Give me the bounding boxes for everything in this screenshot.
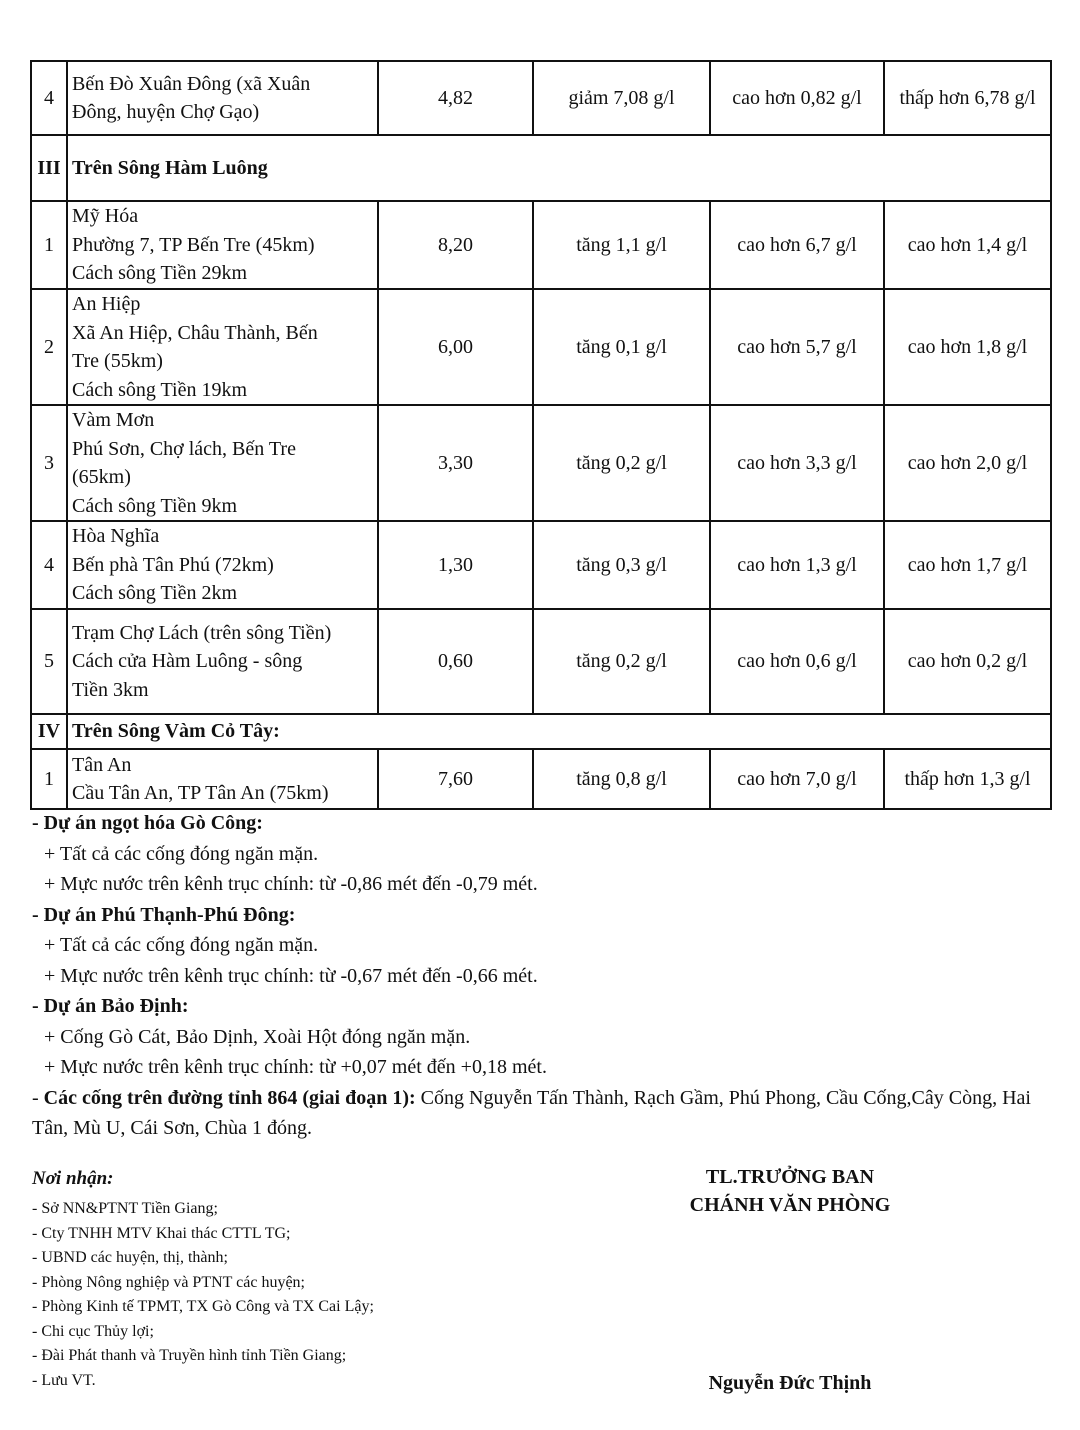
row-index: 3 (31, 405, 67, 521)
location-cell (67, 201, 378, 289)
section-row (31, 714, 1051, 749)
location-line: Trạm Chợ Lách (trên sông Tiền) (72, 621, 332, 644)
comparison-2: thấp hơn 6,78 g/l (884, 61, 1051, 135)
salinity-change: tăng 0,8 g/l (533, 749, 710, 809)
location-line: Cách sông Tiền 9km (72, 494, 238, 517)
comparison-1: cao hơn 5,7 g/l (710, 289, 884, 405)
row-index: III (31, 135, 67, 201)
road-864-heading: Các cống trên đường tỉnh 864 (giai đoạn 1): (43, 1086, 416, 1109)
location-line: Hòa Nghĩa (72, 525, 160, 548)
table-row (31, 405, 1051, 521)
comparison-2: cao hơn 0,2 g/l (884, 609, 1051, 714)
location-line: Xã An Hiệp, Châu Thành, Bến (72, 321, 318, 344)
row-index: 1 (31, 201, 67, 289)
salinity-value: 6,00 (378, 289, 533, 405)
salinity-value: 1,30 (378, 521, 533, 609)
recipient-item: - Lưu VT. (32, 1371, 96, 1389)
recipient-item: - Phòng Kinh tế TPMT, TX Gò Công và TX Cai Lậy; (32, 1298, 374, 1315)
comparison-2: thấp hơn 1,3 g/l (884, 749, 1051, 809)
salinity-value: 3,30 (378, 405, 533, 521)
location-line: An Hiệp (72, 293, 141, 315)
location-cell (67, 61, 378, 135)
salinity-change: tăng 1,1 g/l (533, 201, 710, 289)
row-index: 2 (31, 289, 67, 405)
go-cong-line: + Mực nước trên kênh trục chính: từ -0,86 mét đến -0,79 mét. (44, 873, 538, 895)
comparison-1: cao hơn 0,6 g/l (710, 609, 884, 714)
section-row (31, 135, 1051, 201)
row-index: 4 (31, 521, 67, 609)
location-line: Tiền 3km (72, 678, 149, 701)
salinity-change: tăng 0,1 g/l (533, 289, 710, 405)
location-cell (67, 289, 378, 405)
location-line: Cách cửa Hàm Luông - sông (72, 650, 303, 673)
location-line: Cách sông Tiền 2km (72, 582, 238, 605)
comparison-2: cao hơn 1,7 g/l (884, 521, 1051, 609)
signature-title-1: TL.TRƯỞNG BAN (705, 1166, 875, 1188)
bao-dinh-section (32, 991, 1042, 1083)
comparison-1: cao hơn 7,0 g/l (710, 749, 884, 809)
location-line: Cách sông Tiền 29km (72, 262, 248, 285)
table-row (31, 61, 1051, 135)
bao-dinh-heading: - Dự án Bảo Định: (32, 995, 189, 1017)
recipient-item: - Cty TNHH MTV Khai thác CTTL TG; (32, 1224, 291, 1242)
road-864-prefix: - (32, 1086, 44, 1109)
location-line: Vàm Mơn (72, 409, 155, 431)
signature-title-2: CHÁNH VĂN PHÒNG (689, 1194, 891, 1216)
comparison-2: cao hơn 2,0 g/l (884, 405, 1051, 521)
recipient-item: - UBND các huyện, thị, thành; (32, 1249, 228, 1266)
recipient-item: - Chi cục Thủy lợi; (32, 1322, 154, 1340)
location-line: Bến Đò Xuân Đông (xã Xuân (72, 72, 311, 95)
row-index: 4 (31, 61, 67, 135)
table-row (31, 289, 1051, 405)
phu-thanh-heading: - Dự án Phú Thạnh-Phú Đông: (32, 903, 296, 926)
salinity-value: 0,60 (378, 609, 533, 714)
phu-thanh-line: + Mực nước trên kênh trục chính: từ -0,67 mét đến -0,66 mét. (44, 964, 538, 987)
location-cell (67, 521, 378, 609)
salinity-change: tăng 0,2 g/l (533, 405, 710, 521)
road-864-paragraph (32, 1083, 1042, 1144)
location-line: Mỹ Hóa (72, 205, 139, 228)
go-cong-heading: - Dự án ngọt hóa Gò Công: (32, 812, 263, 834)
salinity-change: tăng 0,2 g/l (533, 609, 710, 714)
salinity-value: 8,20 (378, 201, 533, 289)
row-index: 5 (31, 609, 67, 714)
go-cong-line: + Tất cả các cống đóng ngăn mặn. (44, 842, 319, 865)
location-line: Phú Sơn, Chợ lách, Bến Tre (72, 437, 296, 460)
recipient-item: - Đài Phát thanh và Truyền hình tỉnh Tiền Giang; (32, 1347, 347, 1364)
row-index: 1 (31, 749, 67, 809)
comparison-2: cao hơn 1,4 g/l (884, 201, 1051, 289)
table-row (31, 609, 1051, 714)
location-cell (67, 749, 378, 809)
phu-thanh-line: + Tất cả các cống đóng ngăn mặn. (44, 934, 319, 956)
salinity-table (30, 60, 1052, 810)
go-cong-section (32, 808, 1042, 900)
phu-thanh-section (32, 900, 1042, 992)
location-line: Tre (55km) (72, 350, 163, 372)
location-line: Cầu Tân An, TP Tân An (75km) (72, 782, 329, 804)
location-line: Bến phà Tân Phú (72km) (72, 553, 274, 576)
comparison-1: cao hơn 1,3 g/l (710, 521, 884, 609)
road-864-text: Cống Nguyễn Tấn Thành, Rạch Gầm, Phú Phong, Cầu Cống,Cây Còng, Hai Tân, Mù U, Cái Sơn, Chùa 1 đóng. (32, 1086, 1031, 1139)
section-title: Trên Sông Vàm Cỏ Tây: (67, 714, 1051, 749)
location-line: Cách sông Tiền 19km (72, 378, 248, 401)
location-cell (67, 609, 378, 714)
recipients-block (32, 1165, 632, 1393)
signer-name: Nguyễn Đức Thịnh (708, 1372, 872, 1394)
recipient-item: - Sở NN&PTNT Tiền Giang; (32, 1200, 218, 1217)
table-row (31, 749, 1051, 809)
location-line: Phường 7, TP Bến Tre (45km) (72, 233, 315, 256)
salinity-value: 4,82 (378, 61, 533, 135)
location-cell (67, 405, 378, 521)
salinity-value: 7,60 (378, 749, 533, 809)
project-notes (32, 808, 1042, 1144)
signature-block (640, 1163, 940, 1219)
comparison-1: cao hơn 0,82 g/l (710, 61, 884, 135)
table-row (31, 201, 1051, 289)
bao-dinh-line: + Mực nước trên kênh trục chính: từ +0,07 mét đến +0,18 mét. (44, 1056, 547, 1078)
comparison-2: cao hơn 1,8 g/l (884, 289, 1051, 405)
comparison-1: cao hơn 3,3 g/l (710, 405, 884, 521)
location-line: Đông, huyện Chợ Gạo) (72, 101, 260, 123)
table-row (31, 521, 1051, 609)
location-line: Tân An (72, 753, 132, 776)
salinity-change: giảm 7,08 g/l (533, 61, 710, 135)
section-title: Trên Sông Hàm Luông (67, 135, 1051, 201)
recipient-item: - Phòng Nông nghiệp và PTNT các huyện; (32, 1273, 305, 1291)
salinity-change: tăng 0,3 g/l (533, 521, 710, 609)
comparison-1: cao hơn 6,7 g/l (710, 201, 884, 289)
location-line: (65km) (72, 466, 131, 488)
bao-dinh-line: + Cống Gò Cát, Bảo Dịnh, Xoài Hột đóng ngăn mặn. (44, 1025, 471, 1048)
row-index: IV (31, 714, 67, 749)
recipients-title: Nơi nhận: (32, 1168, 114, 1189)
